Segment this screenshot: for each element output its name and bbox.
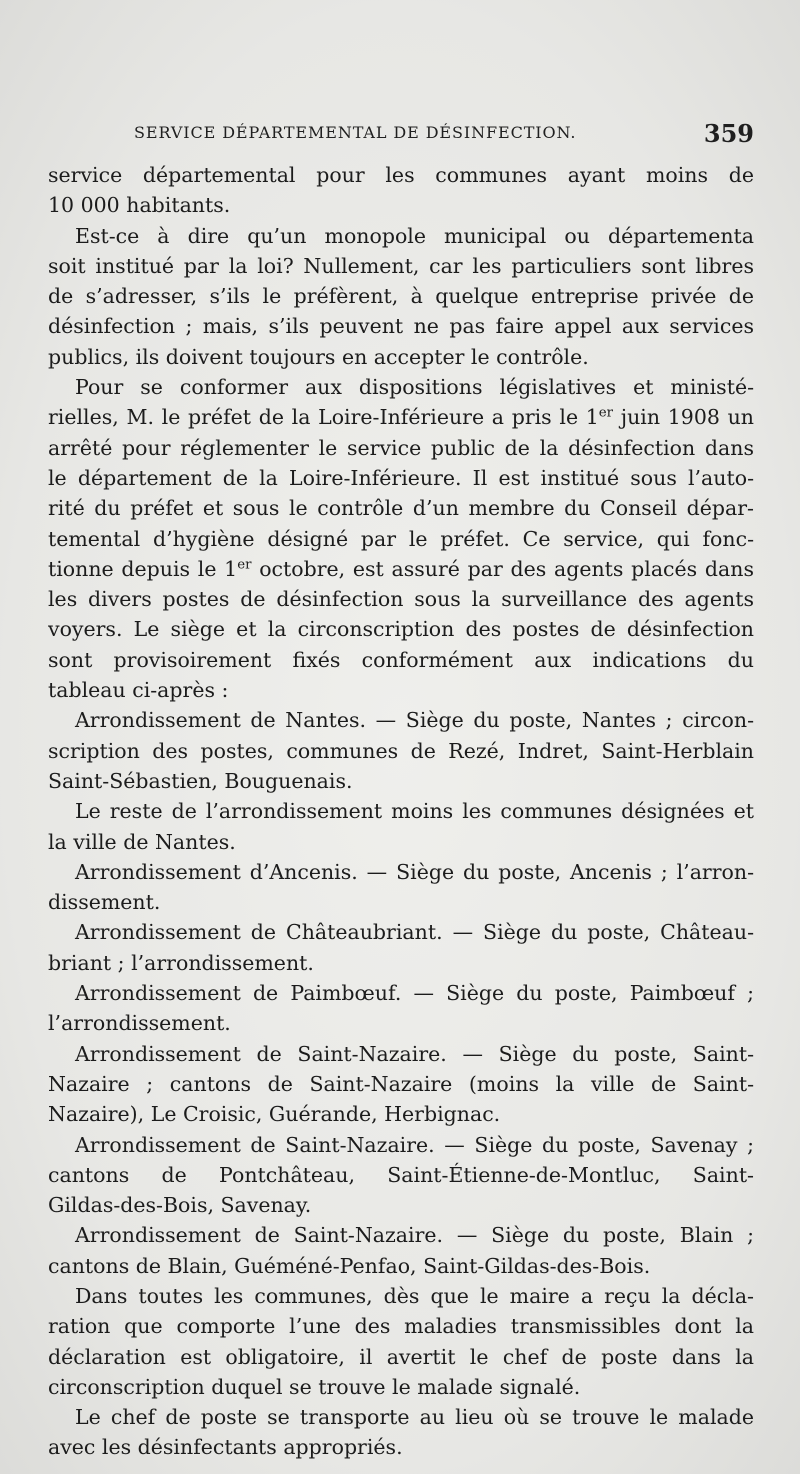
text-line: cantons de Pontchâteau, Saint-Étienne-de-Montluc, Saint- (48, 1162, 754, 1187)
text-line: de s’adresser, s’ils le préfèrent, à quelque entreprise privée de (48, 284, 754, 309)
text-line: tableau ci-après : (48, 678, 229, 703)
text-line: arrêté pour réglementer le service public de la désinfection dans (48, 435, 754, 460)
text-line: Gildas-des-Bois, Savenay. (48, 1193, 312, 1218)
text-line: service départemental pour les communes ayant moins de (48, 163, 754, 187)
text-line: avec les désinfectants appropriés. (48, 1435, 403, 1460)
text-line: l’arrondissement. (48, 1011, 231, 1036)
text-line: Saint-Sébastien, Bouguenais. (48, 768, 353, 793)
text-line: Arrondissement de Saint-Nazaire. — Siège du poste, Savenay ; (75, 1132, 754, 1157)
body-text (48, 160, 754, 1463)
text-line: tionne depuis le 1er octobre, est assuré par des agents placés dans (48, 556, 754, 581)
text-line: Nazaire), Le Croisic, Guérande, Herbignac. (48, 1102, 501, 1127)
running-header (48, 119, 754, 149)
text-line: Arrondissement de Nantes. — Siège du poste, Nantes ; circon- (75, 708, 754, 733)
text-line: Le reste de l’arrondissement moins les communes désignées et (75, 799, 754, 824)
text-line: déclaration est obligatoire, il avertit le chef de poste dans la (48, 1344, 754, 1369)
text-line: le département de la Loire-Inférieure. Il est institué sous l’auto- (48, 465, 754, 490)
text-line: 10 000 habitants. (48, 193, 231, 218)
text-line: Arrondissement d’Ancenis. — Siège du poste, Ancenis ; l’arron- (75, 859, 754, 884)
text-line: Est-ce à dire qu’un monopole municipal ou départementa (75, 223, 754, 248)
text-line: Nazaire ; cantons de Saint-Nazaire (moins la ville de Saint- (48, 1071, 754, 1096)
text-line: Le chef de poste se transporte au lieu où se trouve le malade (75, 1405, 754, 1430)
text-line: Arrondissement de Châteaubriant. — Siège du poste, Château- (75, 920, 754, 945)
text-line: sont provisoirement fixés conformément aux indications du (48, 647, 754, 672)
text-line: les divers postes de désinfection sous la surveillance des agents (48, 587, 754, 612)
text-line: Pour se conformer aux dispositions législatives et ministé- (75, 375, 754, 400)
running-title: SERVICE DÉPARTEMENTAL DE DÉSINFECTION. (134, 123, 577, 142)
text-line: soit institué par la loi? Nullement, car les particuliers sont libres (48, 253, 754, 278)
text-line: rité du préfet et sous le contrôle d’un membre du Conseil dépar- (48, 496, 754, 521)
text-line: publics, ils doivent toujours en accepter le contrôle. (48, 344, 589, 369)
text-line: la ville de Nantes. (48, 829, 236, 854)
text-line: scription des postes, communes de Rezé, Indret, Saint-Herblain (48, 738, 754, 763)
text-line: temental d’hygiène désigné par le préfet. Ce service, qui fonc- (48, 526, 754, 551)
text-line: voyers. Le siège et la circonscription des postes de désinfection (48, 617, 754, 642)
text-line: Arrondissement de Saint-Nazaire. — Siège du poste, Blain ; (75, 1223, 754, 1248)
text-line: briant ; l’arrondissement. (48, 950, 314, 975)
text-line: dissement. (48, 890, 161, 915)
text-line: Arrondissement de Saint-Nazaire. — Siège du poste, Saint- (75, 1041, 754, 1066)
text-line: circonscription duquel se trouve le malade signalé. (48, 1374, 581, 1399)
text-line: Dans toutes les communes, dès que le maire a reçu la décla- (75, 1283, 754, 1308)
text-line: rielles, M. le préfet de la Loire-Inférieure a pris le 1er juin 1908 un (48, 405, 754, 430)
text-line: désinfection ; mais, s’ils peuvent ne pas faire appel aux services (48, 314, 754, 339)
text-line: Arrondissement de Paimbœuf. — Siège du poste, Paimbœuf ; (75, 981, 754, 1006)
text-line: cantons de Blain, Guéméné-Penfao, Saint-Gildas-des-Bois. (48, 1253, 651, 1278)
page-number: 359 (703, 119, 754, 148)
text-line: ration que comporte l’une des maladies transmissibles dont la (48, 1314, 754, 1339)
